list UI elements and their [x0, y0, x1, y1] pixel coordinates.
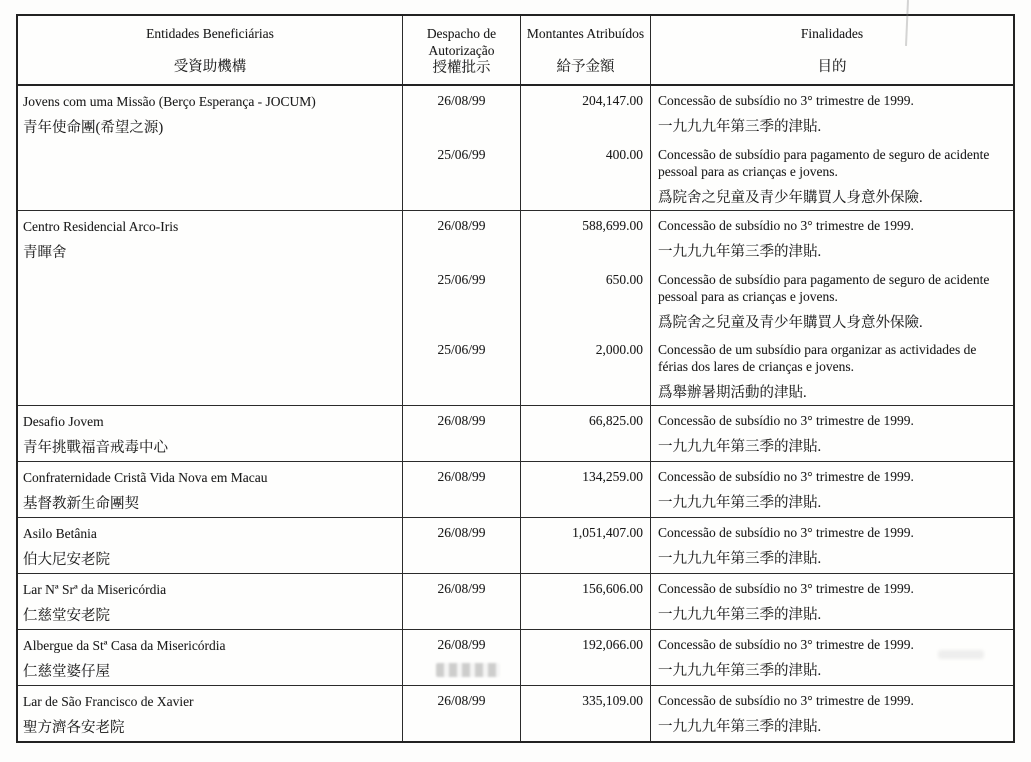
- table-row: [18, 406, 1013, 462]
- entity-cell: [18, 462, 403, 517]
- table-row: [18, 211, 1013, 406]
- header-montantes-zh: 給予金額: [556, 59, 615, 75]
- header-finalidades: [651, 16, 1013, 84]
- header-entities: [18, 16, 403, 84]
- subsidy-entry: [403, 335, 1013, 405]
- authorization-date: 26/08/99: [403, 406, 521, 461]
- subsidy-entry: [403, 406, 1013, 461]
- entity-name-pt: Centro Residencial Arco-Iris: [23, 219, 179, 234]
- purpose-cell: [651, 574, 1013, 629]
- entity-name-zh: 仁慈堂婆仔屋: [23, 664, 110, 680]
- entity-name-pt: Lar de São Francisco de Xavier: [23, 694, 194, 709]
- header-montantes-pt: Montantes Atribuídos: [526, 26, 645, 41]
- header-finalidades-pt: Finalidades: [800, 26, 864, 41]
- entity-name-zh: 聖方濟各安老院: [23, 720, 125, 736]
- purpose-pt: Concessão de subsídio no 3° trimestre de 1999.: [658, 218, 914, 233]
- entity-name-zh: 青年挑戰福音戒毒中心: [23, 440, 168, 456]
- entity-name-zh: 伯大尼安老院: [23, 552, 110, 568]
- purpose-cell: [651, 406, 1013, 461]
- amount-value: 2,000.00: [521, 335, 651, 405]
- header-montantes: [521, 16, 651, 84]
- row-entries: [403, 574, 1013, 629]
- header-despacho: [403, 16, 521, 84]
- table-body: [18, 86, 1013, 741]
- entity-name-pt: Desafio Jovem: [23, 414, 104, 429]
- purpose-zh: 一九九九年第三季的津貼.: [658, 119, 822, 135]
- subsidy-table: [16, 14, 1015, 743]
- purpose-zh: 一九九九年第三季的津貼.: [658, 719, 822, 735]
- scan-artifact-smudge: [436, 663, 500, 677]
- header-entities-pt: Entidades Beneficiárias: [146, 26, 274, 41]
- table-row: [18, 574, 1013, 630]
- entity-cell: [18, 574, 403, 629]
- subsidy-entry: [403, 462, 1013, 517]
- entity-name-zh: 青年使命團(希望之源): [23, 120, 164, 136]
- entity-name-pt: Confraternidade Cristã Vida Nova em Macau: [23, 470, 268, 485]
- purpose-pt: Concessão de subsídio no 3° trimestre de 1999.: [658, 581, 914, 596]
- entity-name-pt: Albergue da Stª Casa da Misericórdia: [23, 638, 226, 653]
- purpose-zh: 一九九九年第三季的津貼.: [658, 551, 822, 567]
- subsidy-entry: [403, 211, 1013, 265]
- purpose-zh: 爲舉辦暑期活動的津貼.: [658, 385, 807, 401]
- entity-cell: [18, 86, 403, 210]
- purpose-zh: 一九九九年第三季的津貼.: [658, 244, 822, 260]
- entity-name-pt: Jovens com uma Missão (Berço Esperança - JOCUM): [23, 94, 316, 109]
- amount-value: 134,259.00: [521, 462, 651, 517]
- subsidy-entry: [403, 686, 1013, 741]
- amount-value: 66,825.00: [521, 406, 651, 461]
- amount-value: 650.00: [521, 265, 651, 335]
- purpose-cell: [651, 518, 1013, 573]
- table-row: [18, 518, 1013, 574]
- entity-name-pt: Lar Nª Srª da Misericórdia: [23, 582, 167, 597]
- table-row: [18, 462, 1013, 518]
- purpose-pt: Concessão de subsídio no 3° trimestre de 1999.: [658, 469, 914, 484]
- purpose-zh: 一九九九年第三季的津貼.: [658, 607, 822, 623]
- entity-name-zh: 基督教新生命團契: [23, 496, 139, 512]
- entity-name-zh: 青暉舍: [23, 245, 67, 261]
- purpose-cell: [651, 86, 1013, 140]
- row-entries: [403, 406, 1013, 461]
- purpose-zh: 一九九九年第三季的津貼.: [658, 663, 822, 679]
- authorization-date: 26/08/99: [403, 211, 521, 265]
- purpose-zh: 爲院舍之兒童及青少年購買人身意外保險.: [658, 190, 923, 206]
- header-entities-zh: 受資助機構: [173, 59, 247, 75]
- authorization-date: 26/08/99: [403, 574, 521, 629]
- authorization-date: 26/08/99: [403, 630, 521, 685]
- row-entries: [403, 518, 1013, 573]
- table-row: [18, 86, 1013, 211]
- table-row: [18, 686, 1013, 741]
- authorization-date: 26/08/99: [403, 462, 521, 517]
- amount-value: 156,606.00: [521, 574, 651, 629]
- subsidy-entry: [403, 86, 1013, 140]
- amount-value: 204,147.00: [521, 86, 651, 140]
- row-entries: [403, 86, 1013, 210]
- purpose-pt: Concessão de um subsídio para organizar as actividades de férias dos lares de crianças e jovens.: [658, 342, 977, 374]
- authorization-date: 25/06/99: [403, 335, 521, 405]
- purpose-cell: [651, 211, 1013, 265]
- table-row: [18, 630, 1013, 686]
- purpose-pt: Concessão de subsídio no 3° trimestre de 1999.: [658, 93, 914, 108]
- purpose-zh: 一九九九年第三季的津貼.: [658, 439, 822, 455]
- entity-name-zh: 仁慈堂安老院: [23, 608, 110, 624]
- entity-name-pt: Asilo Betânia: [23, 526, 97, 541]
- entity-cell: [18, 211, 403, 405]
- purpose-pt: Concessão de subsídio para pagamento de seguro de acidente pessoal para as crianças e jovens.: [658, 147, 990, 179]
- purpose-zh: 一九九九年第三季的津貼.: [658, 495, 822, 511]
- subsidy-entry: [403, 140, 1013, 210]
- purpose-zh: 爲院舍之兒童及青少年購買人身意外保險.: [658, 315, 923, 331]
- header-despacho-pt: Despacho de Autorização: [426, 26, 497, 58]
- purpose-pt: Concessão de subsídio no 3° trimestre de 1999.: [658, 637, 914, 652]
- entity-cell: [18, 406, 403, 461]
- entity-cell: [18, 686, 403, 741]
- purpose-pt: Concessão de subsídio no 3° trimestre de 1999.: [658, 693, 914, 708]
- purpose-pt: Concessão de subsídio no 3° trimestre de 1999.: [658, 413, 914, 428]
- authorization-date: 26/08/99: [403, 518, 521, 573]
- amount-value: 1,051,407.00: [521, 518, 651, 573]
- row-entries: [403, 462, 1013, 517]
- amount-value: 588,699.00: [521, 211, 651, 265]
- header-despacho-zh: 授權批示: [432, 60, 491, 76]
- table-header: [18, 16, 1013, 86]
- purpose-cell: [651, 265, 1013, 335]
- authorization-date: 26/08/99: [403, 86, 521, 140]
- entity-cell: [18, 518, 403, 573]
- subsidy-entry: [403, 265, 1013, 335]
- purpose-pt: Concessão de subsídio para pagamento de seguro de acidente pessoal para as crianças e jovens.: [658, 272, 990, 304]
- purpose-cell: [651, 462, 1013, 517]
- entity-cell: [18, 630, 403, 685]
- subsidy-entry: [403, 574, 1013, 629]
- subsidy-entry: [403, 518, 1013, 573]
- amount-value: 335,109.00: [521, 686, 651, 741]
- purpose-pt: Concessão de subsídio no 3° trimestre de 1999.: [658, 525, 914, 540]
- amount-value: 192,066.00: [521, 630, 651, 685]
- purpose-cell: [651, 335, 1013, 405]
- scan-artifact-smudge: [938, 650, 984, 659]
- authorization-date: 26/08/99: [403, 686, 521, 741]
- header-finalidades-zh: 目的: [817, 59, 847, 75]
- authorization-date: 25/06/99: [403, 265, 521, 335]
- authorization-date: 25/06/99: [403, 140, 521, 210]
- amount-value: 400.00: [521, 140, 651, 210]
- row-entries: [403, 686, 1013, 741]
- purpose-cell: [651, 140, 1013, 210]
- purpose-cell: [651, 686, 1013, 741]
- row-entries: [403, 211, 1013, 405]
